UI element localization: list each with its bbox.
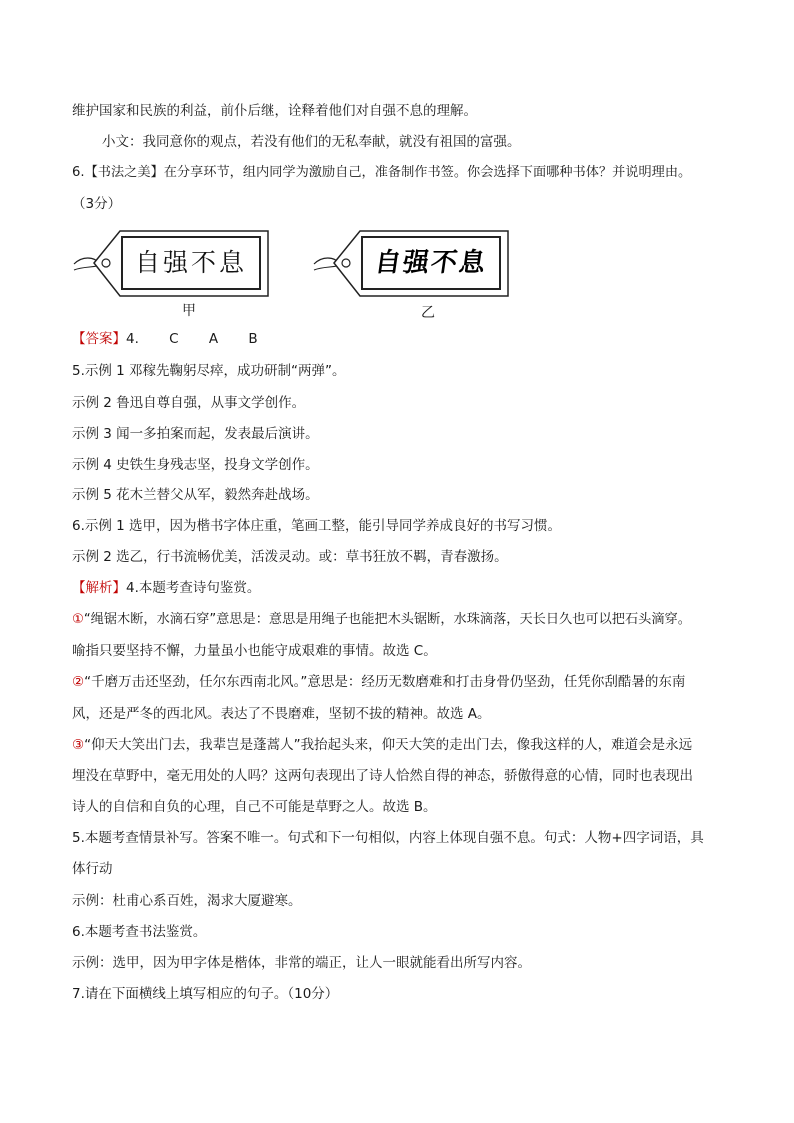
circled-number-3: ③ (72, 737, 85, 753)
bookmark-yi-caption: 乙 (421, 305, 435, 321)
bookmark-jia (72, 226, 272, 300)
text-line: 风，还是严冬的西北风。表达了不畏磨难，坚韧不拔的精神。故选 A。 (72, 706, 491, 722)
question-7-stem: 7.请在下面横线上填写相应的句子。（10分） (72, 986, 339, 1002)
bookmark-jia-caption: 甲 (182, 303, 196, 319)
text-line: 5.本题考查情景补写。答案不唯一。句式和下一句相似，内容上体现自强不息。句式：人物+四字词语，具 (72, 830, 704, 846)
text-line: 小文：我同意你的观点，若没有他们的无私奉献，就没有祖国的富强。 (102, 134, 521, 150)
text-line: 示例 2 鲁迅自尊自强，从事文学创作。 (72, 395, 306, 411)
question-6-stem: 6.【书法之美】在分享环节，组内同学为激励自己，准备制作书签。你会选择下面哪种书体？并说明理由。 (72, 165, 692, 180)
analysis-point-2 (72, 672, 685, 692)
text-line: 埋没在草野中，毫无用处的人吗？这两句表现出了诗人恰然自得的神态，骄傲得意的心情，同时也表现出 (72, 768, 693, 784)
text-line: 示例 4 史铁生身残志坚，投身文学创作。 (72, 457, 319, 473)
analysis-line (72, 578, 260, 598)
text-line: 喻指只要坚持不懈，力量虽小也能守成艰难的事情。故选 C。 (72, 643, 437, 659)
analysis-text: “绳锯木断，水滴石穿”意思是：意思是用绳子也能把木头锯断，水珠滴落，天长日久也可以把石头滴穿。 (83, 612, 691, 627)
text-line: 示例 5 花木兰替父从军，毅然奔赴战场。 (72, 487, 319, 503)
circled-number-2: ② (72, 674, 85, 690)
text-line: 维护国家和民族的利益，前仆后继，诠释着他们对自强不息的理解。 (72, 103, 477, 119)
text-line: 示例 2 选乙，行书流畅优美，活泼灵动。或：草书狂放不羁，青春激扬。 (72, 549, 508, 565)
answer-line (72, 329, 258, 349)
analysis-text: “仰天大笑出门去，我辈岂是蓬蒿人”我抬起头来，仰天大笑的走出门去，像我这样的人，难道会是永远 (84, 737, 693, 753)
text-line: 6.本题考查书法鉴赏。 (72, 924, 207, 940)
bookmark-yi (312, 226, 512, 300)
text-line: 5.示例 1 邓稼先鞠躬尽瘁，成功研制“两弹”。 (72, 363, 346, 379)
answer-tag: 【答案】 (72, 331, 126, 347)
text-line: 体行动 (72, 861, 113, 877)
question-6-score: （3分） (72, 196, 122, 212)
text-line: 示例：杜甫心系百姓，渴求大厦避寒。 (72, 893, 302, 909)
text-line: 诗人的自信和自负的心理，自己不可能是草野之人。故选 B。 (72, 799, 437, 815)
text-line: 示例 3 闻一多拍案而起，发表最后演讲。 (72, 426, 319, 442)
analysis-heading: 4.本题考查诗句鉴赏。 (126, 580, 261, 596)
circled-number-1: ① (72, 612, 84, 627)
analysis-text: “千磨万击还坚劲，任尔东西南北风。”意思是：经历无数磨难和打击身骨仍坚劲，任凭你刮酷暑的东南 (84, 674, 686, 690)
analysis-point-1 (72, 610, 691, 630)
bookmark-jia-text: 自强不息 (134, 248, 247, 277)
analysis-tag: 【解析】 (72, 580, 126, 596)
text-line: 示例：选甲，因为甲字体是楷体，非常的端正，让人一眼就能看出所写内容。 (72, 955, 531, 971)
text-line: 6.示例 1 选甲，因为楷书字体庄重，笔画工整，能引导同学养成良好的书写习惯。 (72, 518, 562, 534)
answer-choices: 4. C A B (126, 331, 258, 347)
analysis-point-3 (72, 735, 692, 755)
bookmark-yi-text: 自强不息 (372, 248, 490, 278)
